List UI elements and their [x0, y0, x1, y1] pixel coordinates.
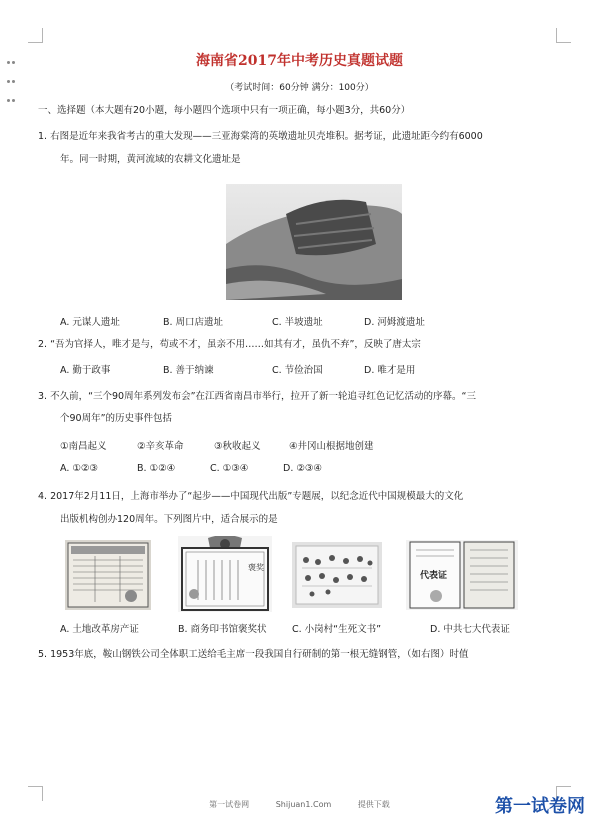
page-title: 海南省2017年中考历史真题试题 — [196, 53, 403, 69]
q1-option-c: C. 半坡遗址 — [272, 317, 323, 328]
q4-line1: 4. 2017年2月11日，上海市举办了“起步——中国现代出版”专题展，以纪念近代中国规模最大的文化 — [38, 491, 464, 502]
q2-line1: 2. “吾为官择人，唯才是与，苟或不才，虽亲不用……如其有才，虽仇不弃”，反映了唐太宗 — [38, 339, 421, 350]
q2-option-b: B. 善于纳谏 — [163, 365, 214, 376]
q3-item-1: ①南昌起义 — [60, 441, 107, 452]
q1-option-b: B. 周口店遗址 — [163, 317, 224, 328]
q4-option-b: B. 商务印书馆褒奖状 — [178, 624, 267, 635]
q3-option-d: D. ②③④ — [283, 463, 322, 474]
q3-item-3: ③秋收起义 — [214, 441, 261, 452]
footer-download: 提供下载 — [357, 800, 390, 809]
q3-line1: 3. 不久前，“三个90周年系列发布会”在江西省南昌市举行，拉开了新一轮追寻红色记忆活动的序幕。“三 — [38, 391, 476, 402]
crop-mark-top-right — [556, 28, 571, 43]
q4-option-a: A. 土地改革房产证 — [60, 624, 139, 635]
q1-line2: 年。同一时期，黄河流域的农耕文化遗址是 — [60, 154, 241, 165]
delegate-label: 代表证 — [420, 571, 448, 581]
q4-option-c: C. 小岗村“生死文书” — [292, 624, 382, 635]
q1-option-d: D. 河姆渡遗址 — [364, 317, 425, 328]
q3-item-2: ②辛亥革命 — [137, 441, 184, 452]
delegate-certificate-image — [406, 540, 518, 610]
crop-mark-top-left — [28, 28, 43, 43]
q2-option-c: C. 节俭治国 — [272, 365, 323, 376]
footer-site-name: 第一试卷网 — [209, 800, 250, 809]
shell-heap-photo — [226, 184, 402, 300]
q1-line1: 1. 右图是近年来我省考古的重大发现——三亚海棠湾的英墩遗址贝壳堆积。据考证，此遗址距今约有6000 — [38, 131, 483, 142]
q3-option-a: A. ①②③ — [60, 463, 98, 474]
brand-logo: 第一试卷网 — [495, 796, 585, 817]
q4-line2: 出版机构创办120周年。下列图片中，适合展示的是 — [60, 514, 278, 525]
award-label: 褒奖 — [248, 563, 264, 572]
q3-option-b: B. ①②④ — [137, 463, 176, 474]
q4-option-d: D. 中共七大代表证 — [430, 624, 510, 635]
q3-option-c: C. ①③④ — [210, 463, 249, 474]
exam-info: （考试时间：60分钟 满分：100分） — [225, 83, 374, 93]
q3-line2: 个90周年”的历史事件包括 — [60, 413, 173, 424]
q1-option-a: A. 元谋人遗址 — [60, 317, 120, 328]
xiaogang-document-image — [292, 542, 382, 608]
q5-line1: 5. 1953年底，鞍山钢铁公司全体职工送给毛主席一段我国自行研制的第一根无缝钢管，（如右图）时值 — [38, 649, 469, 660]
q2-option-a: A. 勤于政事 — [60, 365, 111, 376]
footer-site-url[interactable]: Shijuan1.Com — [275, 800, 332, 809]
commercial-press-award-image — [178, 536, 272, 612]
q3-item-4: ④井冈山根据地创建 — [289, 441, 374, 452]
q2-option-d: D. 唯才是用 — [364, 365, 416, 376]
section-heading: 一、选择题（本大题有20小题，每小题四个选项中只有一项正确，每小题3分，共60分） — [38, 105, 411, 116]
land-reform-certificate-image — [65, 540, 151, 610]
